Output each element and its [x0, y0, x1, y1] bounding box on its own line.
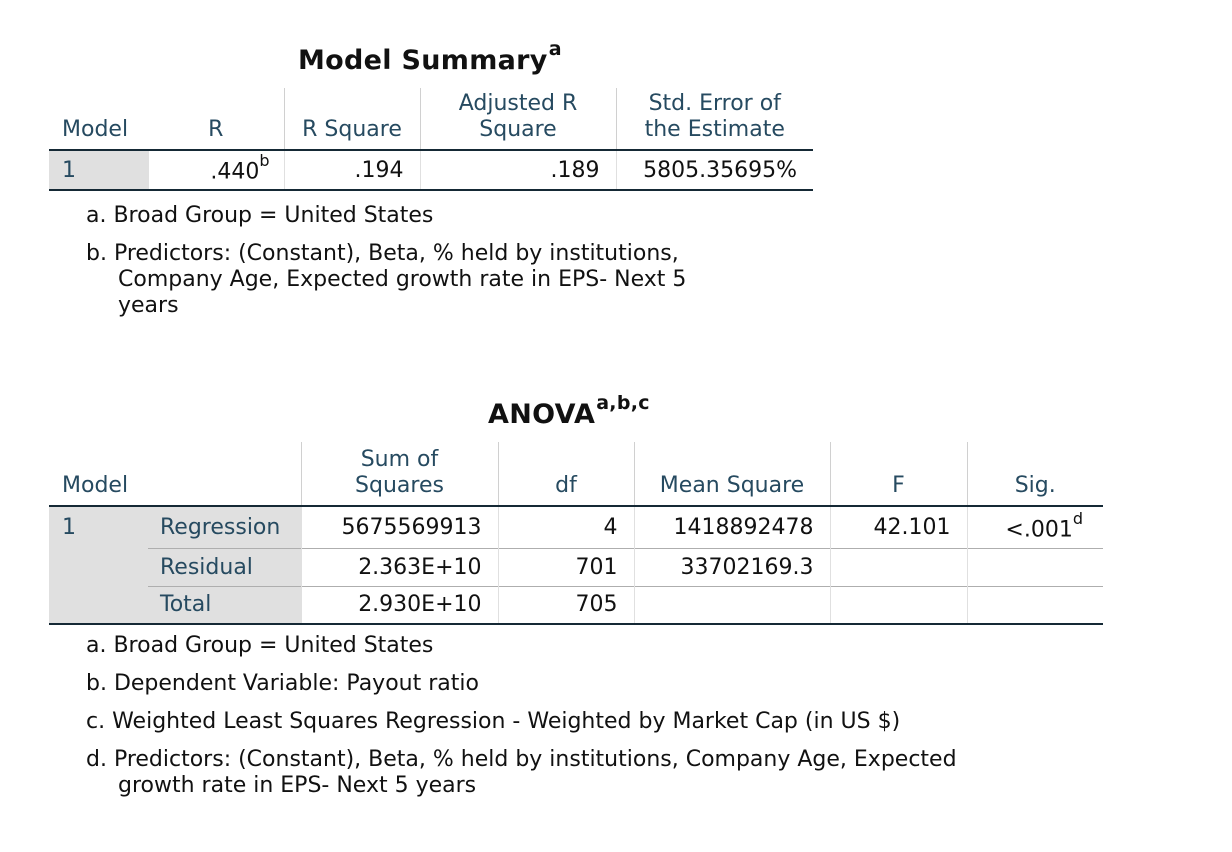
anova-cell-sig [967, 586, 1103, 624]
anova-row-total [49, 586, 1103, 624]
col-header-r: R [208, 117, 224, 142]
anova-footnote-b: b. Dependent Variable: Payout ratio [86, 671, 479, 696]
col-header-std-error [616, 88, 813, 150]
anova-col-header-sig: Sig. [967, 442, 1103, 506]
anova-cell-df: 705 [498, 586, 634, 624]
anova-row-label: Residual [148, 548, 301, 586]
anova-cell-mean-square: 33702169.3 [634, 548, 830, 586]
model-summary-footnote-a: a. Broad Group = United States [86, 203, 434, 228]
anova-cell-df: 4 [498, 506, 634, 548]
anova-cell-sum-of-squares: 5675569913 [301, 506, 498, 548]
col-header-r-square: R Square [284, 88, 420, 150]
anova-cell-sig-footnote: d [1072, 508, 1083, 528]
anova-row-label: Regression [148, 506, 301, 548]
cell-r-footnote: b [259, 151, 270, 171]
anova-title-footnotes: a,b,c [596, 392, 650, 414]
model-summary-title-text: Model Summary [298, 45, 548, 76]
anova-cell-df: 701 [498, 548, 634, 586]
col-header-model: Model [62, 117, 129, 142]
model-summary-header-row [49, 88, 813, 150]
anova-footnote-d: d. Predictors: (Constant), Beta, % held by institutions, Company Age, Expected growth rate in EPS- Next 5 years [86, 747, 957, 798]
anova-col-header-blank [148, 442, 301, 506]
model-summary-title-footnote: a [548, 38, 562, 60]
anova-cell-sum-of-squares: 2.363E+10 [301, 548, 498, 586]
anova-cell-sig-value: <.001 [1005, 516, 1073, 542]
cell-r [148, 150, 284, 190]
anova-footnote-a: a. Broad Group = United States [86, 633, 434, 658]
col-header-adjusted-r-square-text: Adjusted R Square [458, 91, 578, 142]
anova-col-header-mean-square: Mean Square [634, 442, 830, 506]
anova-cell-f: 42.101 [830, 506, 967, 548]
anova-cell-f [830, 548, 967, 586]
cell-r-square: .194 [284, 150, 420, 190]
anova-cell-sig [967, 548, 1103, 586]
model-summary-title [298, 38, 562, 76]
anova-cell-sig [967, 506, 1103, 548]
anova-footnotes [86, 633, 1026, 811]
anova-table [49, 442, 1103, 625]
col-header-adjusted-r-square [420, 88, 616, 150]
model-summary-footnote-b: b. Predictors: (Constant), Beta, % held by institutions, Company Age, Expected growth rate in EPS- Next 5 years [86, 241, 687, 318]
anova-row-regression [49, 506, 1103, 548]
cell-std-error: 5805.35695% [616, 150, 813, 190]
anova-col-header-df: df [498, 442, 634, 506]
anova-header-row [49, 442, 1103, 506]
model-summary-table [49, 88, 813, 191]
anova-col-header-model: Model [62, 473, 129, 498]
anova-footnote-c: c. Weighted Least Squares Regression - Weighted by Market Cap (in US $) [86, 709, 901, 734]
anova-row-label: Total [148, 586, 301, 624]
anova-title [488, 392, 650, 430]
anova-col-header-f: F [830, 442, 967, 506]
col-header-std-error-text: Std. Error of the Estimate [644, 91, 785, 142]
anova-row-residual [49, 548, 1103, 586]
model-summary-row [49, 150, 813, 190]
anova-cell-mean-square: 1418892478 [634, 506, 830, 548]
anova-col-header-sum-of-squares-text: Sum of Squares [355, 447, 444, 498]
row-model-number: 1 [49, 150, 148, 190]
model-summary-footnotes [86, 203, 746, 331]
anova-cell-f [830, 586, 967, 624]
anova-cell-mean-square [634, 586, 830, 624]
cell-adjusted-r-square: .189 [420, 150, 616, 190]
anova-cell-sum-of-squares: 2.930E+10 [301, 586, 498, 624]
anova-model-number [49, 506, 148, 624]
anova-model-number-text: 1 [62, 515, 76, 540]
cell-r-value: .440 [210, 159, 260, 185]
anova-title-text: ANOVA [488, 399, 596, 430]
anova-col-header-sum-of-squares [301, 442, 498, 506]
